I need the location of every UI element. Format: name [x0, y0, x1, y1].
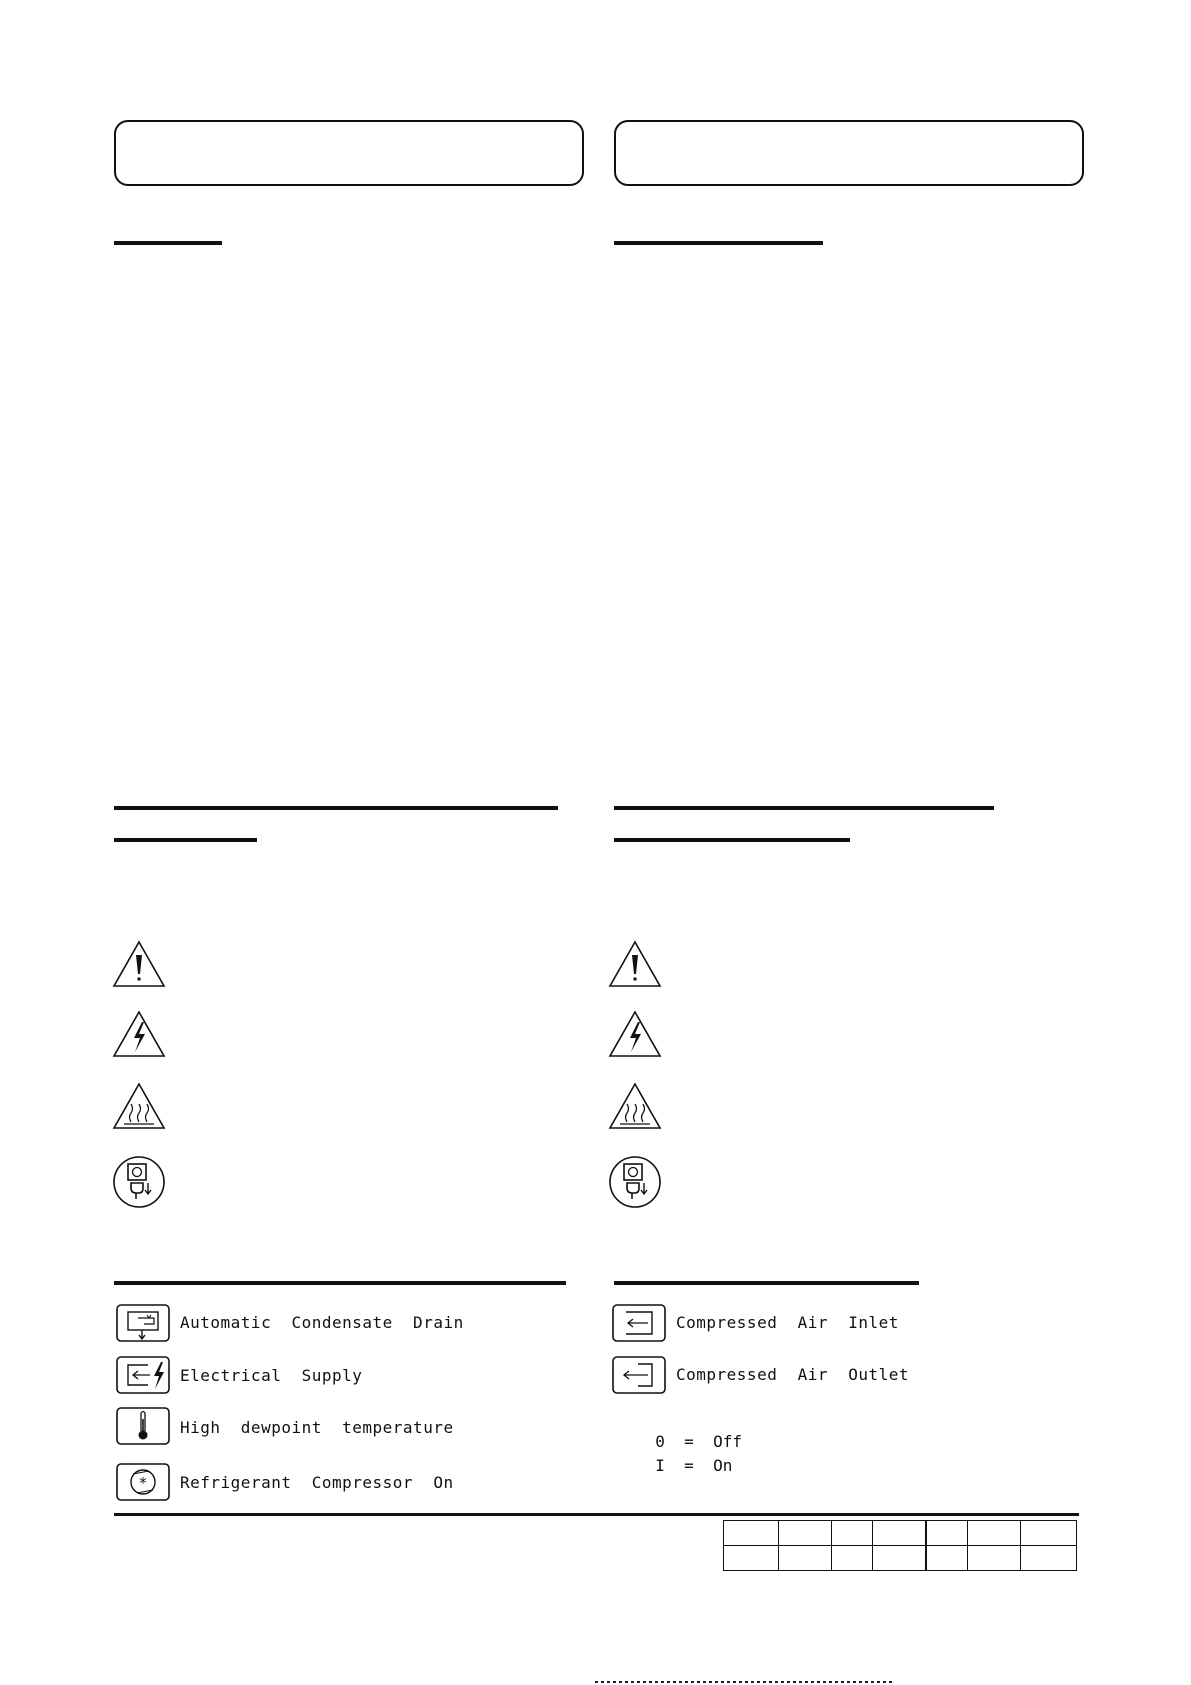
table-cell — [1020, 1546, 1076, 1571]
hot-surface-icon — [608, 1082, 662, 1130]
switch-code-meaning: Off — [713, 1432, 742, 1451]
left-safety-heading-rule-1 — [114, 806, 558, 810]
table-cell — [724, 1521, 779, 1546]
footer-table — [723, 1520, 1077, 1571]
hot-surface-icon — [112, 1082, 166, 1130]
switch-code-symbol: I — [655, 1456, 665, 1475]
footer-rule — [114, 1513, 1079, 1516]
table-cell — [872, 1521, 926, 1546]
compressor-icon — [116, 1463, 170, 1501]
switch-code-off: 0 = Off — [655, 1432, 742, 1451]
legend-label: Compressed Air Inlet — [676, 1313, 899, 1332]
table-cell — [779, 1546, 832, 1571]
thermometer-icon — [116, 1407, 170, 1445]
disconnect-power-icon — [608, 1155, 662, 1209]
right-section-heading-rule — [614, 241, 823, 245]
right-header-box — [614, 120, 1084, 186]
condensate-drain-icon — [116, 1304, 170, 1342]
electrical-hazard-icon — [112, 1010, 166, 1058]
table-row — [724, 1521, 1077, 1546]
air-outlet-icon — [612, 1356, 666, 1394]
left-legend-rule — [114, 1281, 566, 1285]
svg-text:*: * — [138, 1474, 148, 1492]
legend-label: Compressed Air Outlet — [676, 1365, 910, 1384]
legend-label: Refrigerant Compressor On — [180, 1473, 454, 1492]
left-section-heading-rule — [114, 241, 222, 245]
left-safety-heading-rule-2 — [114, 838, 257, 842]
table-cell — [1020, 1521, 1076, 1546]
scan-artifact — [595, 1681, 895, 1683]
table-cell — [832, 1521, 872, 1546]
left-header-box — [114, 120, 584, 186]
switch-code-meaning: On — [713, 1456, 733, 1475]
legend-label: Electrical Supply — [180, 1366, 363, 1385]
legend-label: Automatic Condensate Drain — [180, 1313, 464, 1332]
table-cell — [832, 1546, 872, 1571]
table-cell — [724, 1546, 779, 1571]
right-safety-heading-rule-2 — [614, 838, 850, 842]
electrical-hazard-icon — [608, 1010, 662, 1058]
table-cell — [967, 1546, 1020, 1571]
legend-label: High dewpoint temperature — [180, 1418, 454, 1437]
right-safety-heading-rule-1 — [614, 806, 994, 810]
warning-exclamation-icon — [608, 940, 662, 988]
table-cell — [779, 1521, 832, 1546]
switch-code-on: I = On — [655, 1456, 733, 1475]
right-legend-rule — [614, 1281, 919, 1285]
table-cell — [872, 1546, 926, 1571]
table-cell — [967, 1521, 1020, 1546]
electrical-supply-icon — [116, 1356, 170, 1394]
warning-exclamation-icon — [112, 940, 166, 988]
disconnect-power-icon — [112, 1155, 166, 1209]
air-inlet-icon — [612, 1304, 666, 1342]
table-cell — [926, 1521, 967, 1546]
switch-code-symbol: 0 — [655, 1432, 665, 1451]
table-row — [724, 1546, 1077, 1571]
table-cell — [926, 1546, 967, 1571]
